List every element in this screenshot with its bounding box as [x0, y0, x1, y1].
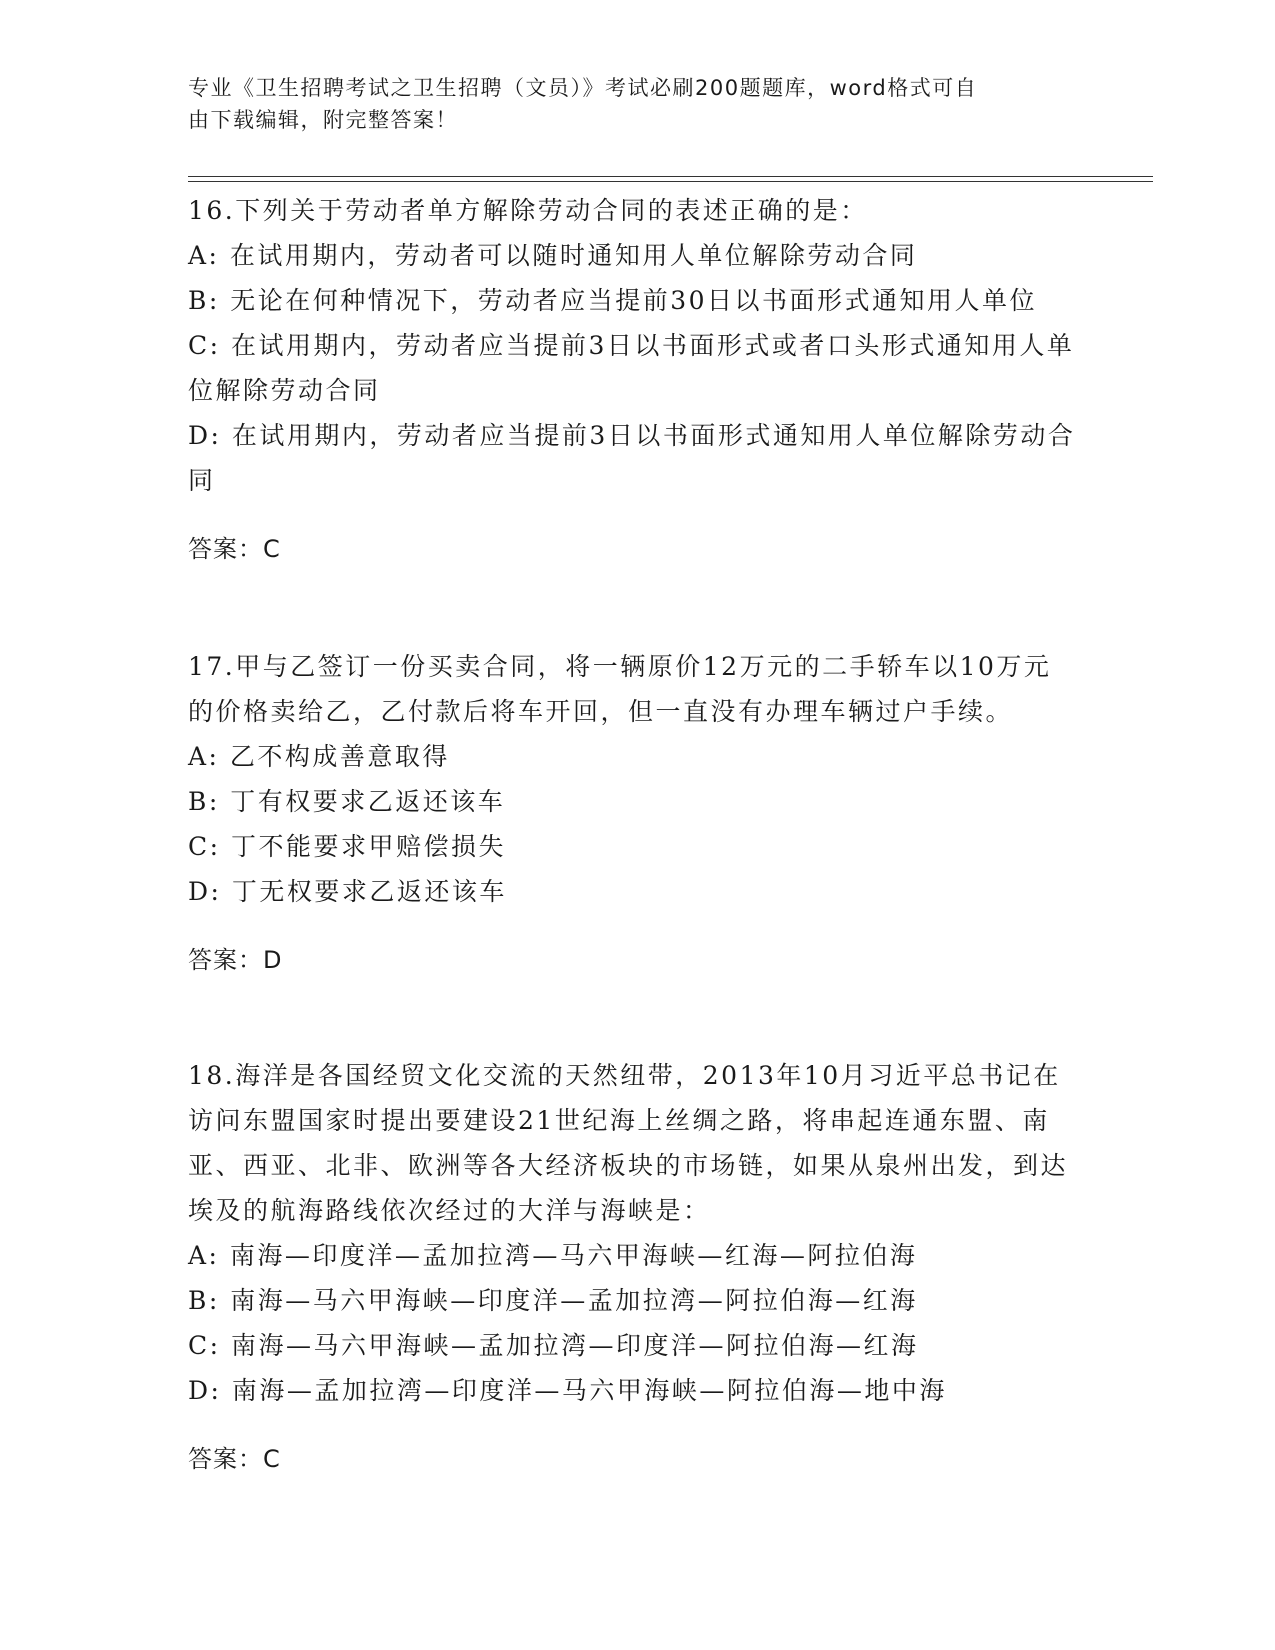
- question-stem: 16.下列关于劳动者单方解除劳动合同的表述正确的是：: [188, 196, 868, 225]
- question-17: [188, 644, 1078, 1007]
- header-divider-top: [188, 176, 1153, 177]
- option-b: B: 南海—马六甲海峡—印度洋—孟加拉湾—阿拉伯海—红海: [188, 1286, 918, 1315]
- option-a: A: 乙不构成善意取得: [188, 742, 450, 771]
- option-d: D: 在试用期内，劳动者应当提前3日以书面形式通知用人单位解除劳动合同: [188, 421, 1076, 495]
- option-c: C: 在试用期内，劳动者应当提前3日以书面形式或者口头形式通知用人单位解除劳动合同: [188, 331, 1075, 405]
- option-d: D: 南海—孟加拉湾—印度洋—马六甲海峡—阿拉伯海—地中海: [188, 1376, 947, 1405]
- question-stem: 18.海洋是各国经贸文化交流的天然纽带，2013年10月习近平总书记在访问东盟国家时提出要建设21世纪海上丝绸之路，将串起连通东盟、南亚、西亚、北非、欧洲等各大经济板块的市场链，如果从泉州出发，到达埃及的航海路线依次经过的大洋与海峡是：: [188, 1061, 1069, 1225]
- question-18: [188, 1053, 1078, 1506]
- option-c: C: 丁不能要求甲赔偿损失: [188, 832, 506, 861]
- answer: 答案：D: [188, 946, 283, 974]
- header-line-1: 专业《卫生招聘考试之卫生招聘（文员）》考试必刷200题题库，word格式可自: [188, 76, 978, 100]
- option-a: A: 在试用期内，劳动者可以随时通知用人单位解除劳动合同: [188, 241, 918, 270]
- answer: 答案：C: [188, 1445, 281, 1473]
- option-d: D: 丁无权要求乙返还该车: [188, 877, 507, 906]
- question-16: [188, 188, 1078, 596]
- option-c: C: 南海—马六甲海峡—孟加拉湾—印度洋—阿拉伯海—红海: [188, 1331, 919, 1360]
- option-a: A: 南海—印度洋—孟加拉湾—马六甲海峡—红海—阿拉伯海: [188, 1241, 918, 1270]
- document-header: [188, 72, 1068, 136]
- question-stem: 17.甲与乙签订一份买卖合同，将一辆原价12万元的二手轿车以10万元的价格卖给乙，乙付款后将车开回，但一直没有办理车辆过户手续。: [188, 652, 1052, 726]
- header-line-2: 由下载编辑，附完整答案！: [188, 108, 458, 132]
- header-divider-bottom: [188, 181, 1153, 182]
- option-b: B: 无论在何种情况下，劳动者应当提前30日以书面形式通知用人单位: [188, 286, 1038, 315]
- answer: 答案：C: [188, 535, 281, 563]
- option-b: B: 丁有权要求乙返还该车: [188, 787, 506, 816]
